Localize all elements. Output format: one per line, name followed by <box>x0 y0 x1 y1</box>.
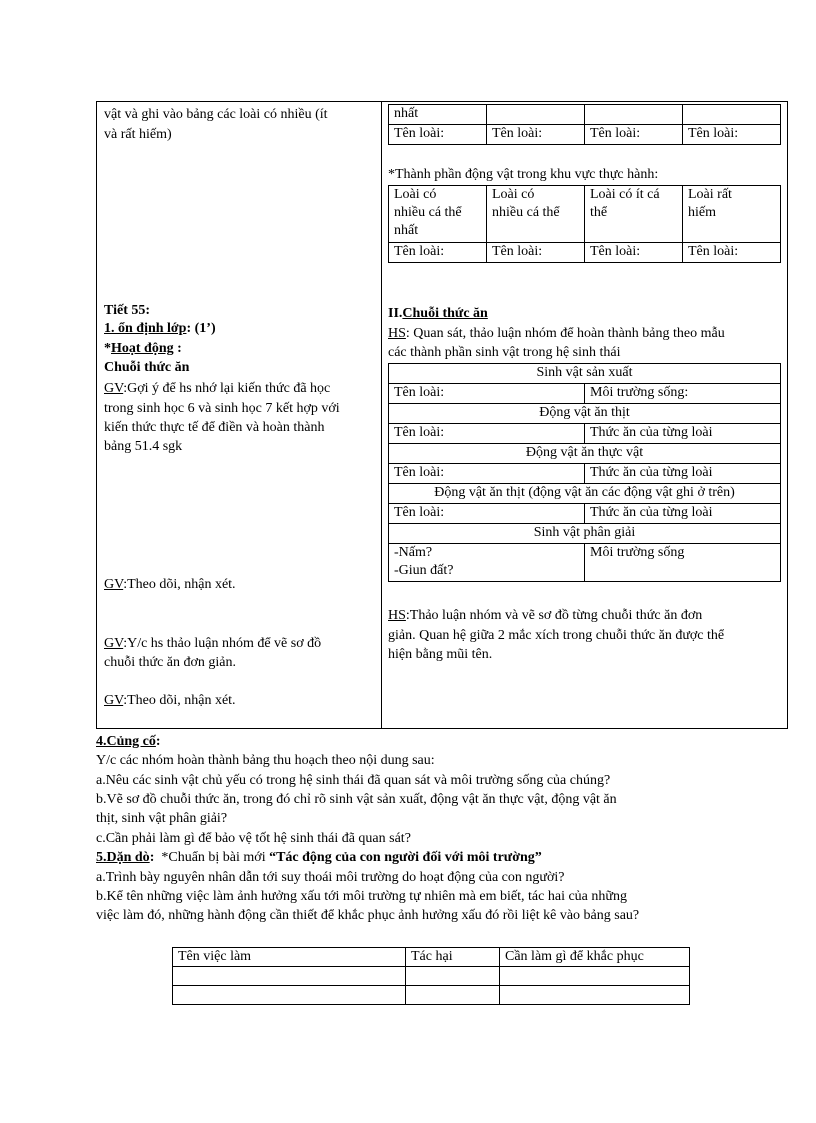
hs2-text-1: :Thảo luận nhóm và vẽ sơ đồ từng chuỗi thức ăn đơn <box>405 608 703 623</box>
table-cell: Tên loài: <box>487 125 585 145</box>
impact-table <box>172 947 690 1005</box>
gv-label: GV <box>104 693 124 708</box>
table-row <box>389 424 781 444</box>
table-row <box>173 967 690 986</box>
gv-label: GV <box>104 636 124 651</box>
table-row <box>389 444 781 464</box>
animals-heading: *Thành phần động vật trong khu vực thực hành: <box>388 167 659 182</box>
gv-text-2: trong sinh học 6 và sinh học 7 kết hợp với <box>104 401 340 416</box>
activity-label: Hoạt động <box>111 341 174 356</box>
header-line: Loài rất <box>688 187 732 202</box>
left-top-text-2: và rất hiếm) <box>104 127 172 142</box>
consolidation-label: 4.Củng cố <box>96 734 156 749</box>
homework-label: 5.Dặn dò <box>96 850 150 865</box>
hs-text-2: các thành phần sinh vật trong hệ sinh thái <box>388 345 621 360</box>
group-header: Động vật ăn thực vật <box>389 444 781 464</box>
homework-colon: : <box>149 850 155 865</box>
decomposer-item: -Nấm? <box>394 545 433 560</box>
header-line: nhiều cá thể <box>394 205 462 220</box>
header-cell: Tác hại <box>406 948 500 967</box>
header-line: nhất <box>394 223 419 238</box>
consolidation-intro: Y/c các nhóm hoàn thành bảng thu hoạch theo nội dung sau: <box>96 753 435 768</box>
table-cell: Tên loài: <box>389 384 585 404</box>
header-line: nhiều cá thể <box>492 205 560 220</box>
table-row <box>389 464 781 484</box>
table-row <box>389 364 781 384</box>
hs-instruction-2 <box>388 607 702 625</box>
consolidation-heading <box>96 733 161 751</box>
column-divider <box>381 101 382 729</box>
activity-heading <box>104 340 182 358</box>
table-cell: Tên loài: <box>389 504 585 524</box>
header-cell: Tên việc làm <box>173 948 406 967</box>
table-row <box>173 986 690 1005</box>
table-cell <box>406 986 500 1005</box>
hs-text-1: : Quan sát, thảo luận nhóm để hoàn thành bảng theo mẫu <box>405 326 725 341</box>
table-row <box>389 125 781 145</box>
table-cell <box>389 544 585 582</box>
consolidation-c: c.Cần phải làm gì để bảo vệ tốt hệ sinh thái đã quan sát? <box>96 831 411 846</box>
section-2-title <box>388 305 488 323</box>
table-row <box>389 243 781 263</box>
group-header: Động vật ăn thịt (động vật ăn các động vật ghi ở trên) <box>389 484 781 504</box>
activity-suffix: : <box>173 341 182 356</box>
table-cell: Tên loài: <box>585 243 683 263</box>
table-row <box>389 404 781 424</box>
producer-header: Sinh vật sản xuất <box>389 364 781 384</box>
gv-label: GV <box>104 381 124 396</box>
header-line: hiếm <box>688 205 716 220</box>
activity-prefix: * <box>104 341 111 356</box>
table-row <box>389 484 781 504</box>
gv-yc <box>104 635 321 653</box>
hs2-text-3: hiện bằng mũi tên. <box>388 647 493 662</box>
header-line: Loài có <box>492 187 535 202</box>
consolidation-a: a.Nêu các sinh vật chủ yếu có trong hệ sinh thái đã quan sát và môi trường sống của chúng? <box>96 773 611 788</box>
table-row <box>389 544 781 582</box>
gv-follow-2 <box>104 692 236 710</box>
table-cell <box>406 967 500 986</box>
table-cell <box>173 986 406 1005</box>
table-cell: Tên loài: <box>389 125 487 145</box>
table-cell: Thức ăn của từng loài <box>585 504 781 524</box>
gv-yc-text-2: chuỗi thức ăn đơn giản. <box>104 655 237 670</box>
table-cell: Tên loài: <box>487 243 585 263</box>
header-line: Loài có <box>394 187 437 202</box>
table-cell: Tên loài: <box>389 424 585 444</box>
consolidation-colon: : <box>155 734 161 749</box>
gv-label: GV <box>104 577 124 592</box>
left-top-text-1: vật và ghi vào bảng các loài có nhiều (ít <box>104 107 328 122</box>
table-cell: Thức ăn của từng loài <box>585 424 781 444</box>
ecosystem-table <box>388 363 781 582</box>
table-cell: nhất <box>389 105 487 125</box>
section-2-title-text: Chuỗi thức ăn <box>402 306 488 321</box>
section-2-roman: II. <box>388 306 403 321</box>
header-line: thể <box>590 205 608 220</box>
homework-heading <box>96 849 542 867</box>
table-cell <box>683 105 781 125</box>
class-org-label: 1. ổn định lớp <box>104 321 187 336</box>
gv-follow-1-text: :Theo dõi, nhận xét. <box>123 577 236 592</box>
header-cell <box>683 186 781 243</box>
homework-b2: việc làm đó, những hành động cần thiết để khắc phục ảnh hưởng xấu đó rồi liệt kê vào bảng sau? <box>96 908 640 923</box>
table-cell <box>500 986 690 1005</box>
header-cell: Cần làm gì để khắc phục <box>500 948 690 967</box>
group-header: Động vật ăn thịt <box>389 404 781 424</box>
table-cell <box>585 105 683 125</box>
next-lesson-title: “Tác động của con người đối với môi trường” <box>269 850 542 865</box>
header-cell <box>585 186 683 243</box>
table-cell: Tên loài: <box>683 125 781 145</box>
consolidation-b2: thịt, sinh vật phân giải? <box>96 811 228 826</box>
gv-follow-2-text: :Theo dõi, nhận xét. <box>123 693 236 708</box>
lesson-title: Tiết 55: <box>104 303 151 318</box>
table-row <box>389 105 781 125</box>
table-cell: Tên loài: <box>683 243 781 263</box>
header-cell <box>389 186 487 243</box>
gv-text-4: bảng 51.4 sgk <box>104 439 183 454</box>
table-cell: Môi trường sống: <box>585 384 781 404</box>
gv-text-3: kiến thức thực tế để điền và hoàn thành <box>104 420 325 435</box>
table-header-row <box>173 948 690 967</box>
table-cell: Tên loài: <box>389 464 585 484</box>
class-org <box>104 320 216 338</box>
header-line: Loài có ít cá <box>590 187 660 202</box>
table-header-row <box>389 186 781 243</box>
food-chain-title: Chuỗi thức ăn <box>104 360 190 375</box>
table-row <box>389 384 781 404</box>
gv-yc-text-1: :Y/c hs thảo luận nhóm để vẽ sơ đồ <box>123 636 322 651</box>
table-cell <box>173 967 406 986</box>
gv-text-1: :Gợi ý để hs nhớ lại kiến thức đã học <box>123 381 331 396</box>
hs-instruction <box>388 325 725 343</box>
table-cell: Tên loài: <box>585 125 683 145</box>
decomposer-header: Sinh vật phân giải <box>389 524 781 544</box>
table-cell <box>487 105 585 125</box>
decomposer-item: -Giun đất? <box>394 563 454 578</box>
hs-label: HS <box>388 326 406 341</box>
table-row <box>389 504 781 524</box>
plants-table-continued <box>388 104 781 145</box>
gv-follow-1 <box>104 576 236 594</box>
table-cell: Tên loài: <box>389 243 487 263</box>
header-cell <box>487 186 585 243</box>
homework-b1: b.Kể tên những việc làm ảnh hưởng xấu tới môi trường tự nhiên mà em biết, tác hai của những <box>96 889 627 904</box>
table-cell <box>500 967 690 986</box>
consolidation-b1: b.Vẽ sơ đồ chuỗi thức ăn, trong đó chỉ rõ sinh vật sản xuất, động vật ăn thực vật, động vật ăn <box>96 792 617 807</box>
table-cell: Thức ăn của từng loài <box>585 464 781 484</box>
gv-instruction <box>104 380 330 398</box>
homework-prep: *Chuẩn bị bài mới <box>154 850 270 865</box>
animals-table <box>388 185 781 263</box>
homework-a: a.Trình bày nguyên nhân dẫn tới suy thoái môi trường do hoạt động của con người? <box>96 870 565 885</box>
hs2-text-2: giản. Quan hệ giữa 2 mắc xích trong chuỗi thức ăn được thể <box>388 628 725 643</box>
hs-label: HS <box>388 608 406 623</box>
table-cell: Môi trường sống <box>585 544 781 582</box>
class-org-time: : (1’) <box>186 321 216 336</box>
table-row <box>389 524 781 544</box>
